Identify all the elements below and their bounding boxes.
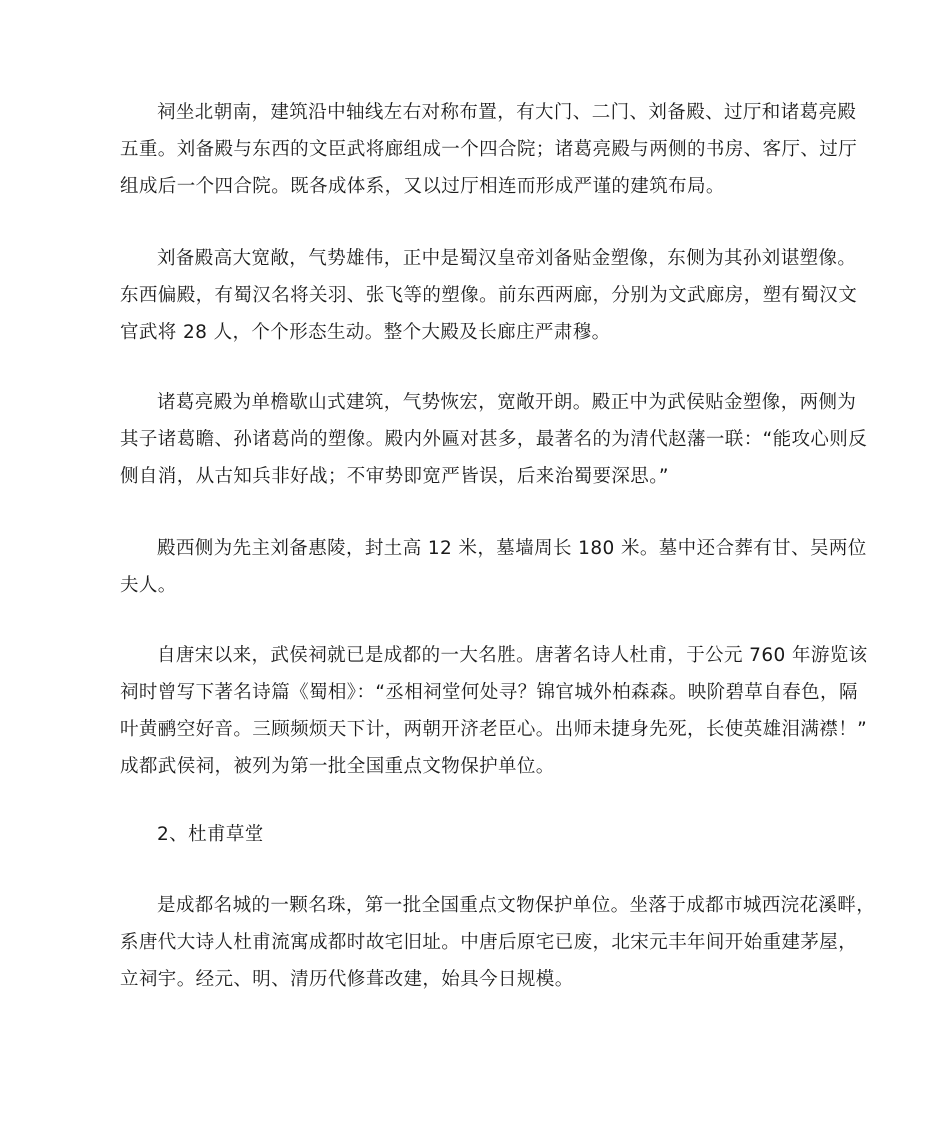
text-line: 官武将 28 人，个个形态生动。整个大殿及长廊庄严肃穆。 (120, 322, 611, 343)
paragraph-huiling-tomb (120, 530, 867, 604)
text-line: 叶黄鹂空好音。三顾频烦天下计，两朝开济老臣心。出师未捷身先死，长使英雄泪满襟！” (120, 719, 868, 740)
section-heading-dufu-cottage (120, 816, 832, 853)
text-line: 系唐代大诗人杜甫流寓成都时故宅旧址。中唐后原宅已废，北宋元丰年间开始重建茅屋， (120, 932, 858, 953)
text-line: 刘备殿高大宽敞，气势雄伟，正中是蜀汉皇帝刘备贴金塑像，东侧为其孙刘谌塑像。 (157, 248, 857, 269)
paragraph-dufu-poem (120, 637, 868, 785)
text-line: 祠时曾写下著名诗篇《蜀相》：“丞相祠堂何处寻？锦官城外柏森森。映阶碧草自春色，隔 (120, 682, 858, 703)
text-line: 侧自消，从古知兵非好战；不审势即宽严皆误，后来治蜀要深思。” (120, 466, 669, 487)
text-line: 祠坐北朝南，建筑沿中轴线左右对称布置，有大门、二门、刘备殿、过厅和诸葛亮殿 (157, 102, 857, 123)
paragraph-zhugeliang-hall (120, 384, 868, 495)
text-line: 五重。刘备殿与东西的文臣武将廊组成一个四合院；诸葛亮殿与两侧的书房、客厅、过厅 (120, 139, 858, 160)
paragraph-dufu-cottage (120, 887, 876, 998)
text-line: 殿西侧为先主刘备惠陵，封土高 12 米，墓墙周长 180 米。墓中还合葬有甘、吴两位 (157, 538, 867, 559)
section-heading-text: 2、杜甫草堂 (157, 824, 264, 845)
paragraph-liubei-hall (120, 240, 858, 351)
text-line: 成都武侯祠，被列为第一批全国重点文物保护单位。 (120, 756, 555, 777)
text-line: 立祠宇。经元、明、清历代修葺改建，始具今日规模。 (120, 969, 574, 990)
paragraph-temple-layout (120, 94, 858, 205)
text-line: 是成都名城的一颗名珠，第一批全国重点文物保护单位。坐落于成都市城西浣花溪畔， (157, 895, 876, 916)
text-line: 东西偏殿，有蜀汉名将关羽、张飞等的塑像。前东西两廊，分别为文武廊房，塑有蜀汉文 (120, 285, 858, 306)
text-line: 组成后一个四合院。既各成体系，又以过厅相连而形成严谨的建筑布局。 (120, 176, 725, 197)
text-line: 其子诸葛瞻、孙诸葛尚的塑像。殿内外匾对甚多，最著名的为清代赵藩一联：“能攻心则反 (120, 429, 868, 450)
text-line: 自唐宋以来，武侯祠就已是成都的一大名胜。唐著名诗人杜甫，于公元 760 年游览该 (157, 645, 868, 666)
text-line: 夫人。 (120, 575, 177, 596)
text-line: 诸葛亮殿为单檐歇山式建筑，气势恢宏，宽敞开朗。殿正中为武侯贴金塑像，两侧为 (157, 392, 857, 413)
